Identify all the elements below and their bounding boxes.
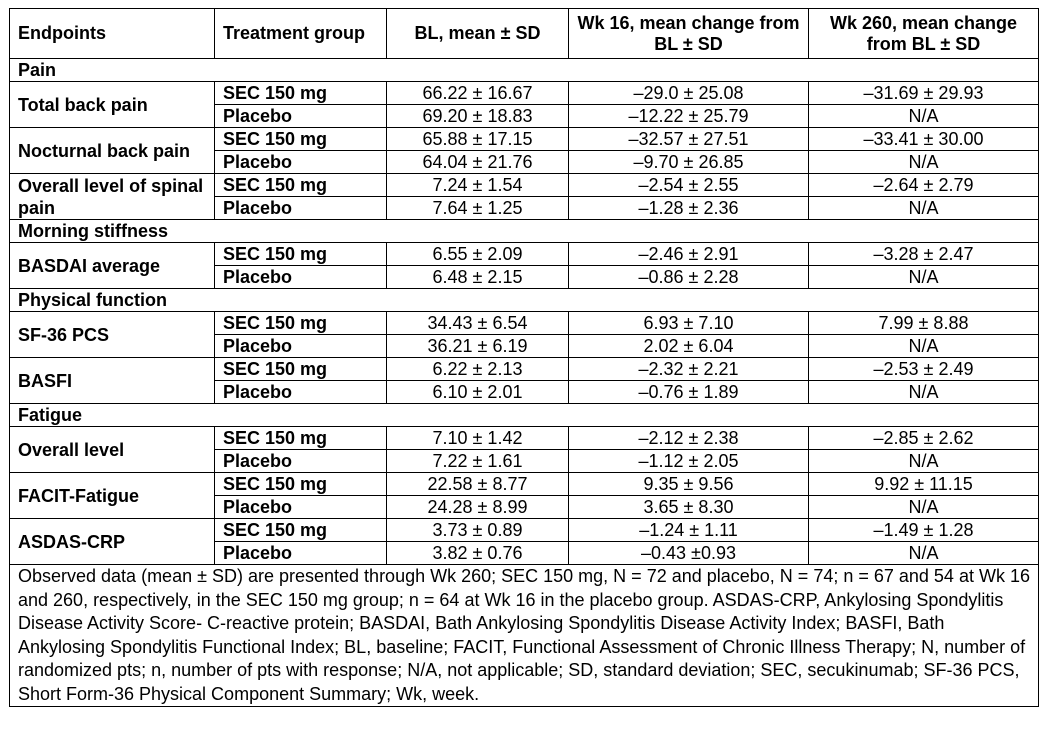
section-row	[10, 404, 1039, 427]
table-row	[10, 128, 1039, 151]
table-row	[10, 174, 1039, 197]
footnote-row	[10, 565, 1039, 707]
wk16-value: –2.32 ± 2.21	[569, 358, 809, 381]
wk16-value: –32.57 ± 27.51	[569, 128, 809, 151]
group-label: Placebo	[215, 542, 387, 565]
header-baseline: BL, mean ± SD	[387, 9, 569, 59]
endpoint-label: BASDAI average	[10, 243, 215, 289]
baseline-value: 65.88 ± 17.15	[387, 128, 569, 151]
baseline-value: 3.82 ± 0.76	[387, 542, 569, 565]
wk260-value: –31.69 ± 29.93	[809, 82, 1039, 105]
wk16-value: –1.28 ± 2.36	[569, 197, 809, 220]
group-label: Placebo	[215, 381, 387, 404]
header-treatment-group: Treatment group	[215, 9, 387, 59]
section-row	[10, 59, 1039, 82]
group-label: Placebo	[215, 496, 387, 519]
baseline-value: 6.55 ± 2.09	[387, 243, 569, 266]
wk16-value: –2.54 ± 2.55	[569, 174, 809, 197]
wk260-value: 7.99 ± 8.88	[809, 312, 1039, 335]
wk260-value: N/A	[809, 381, 1039, 404]
wk260-value: –1.49 ± 1.28	[809, 519, 1039, 542]
wk260-value: –2.85 ± 2.62	[809, 427, 1039, 450]
section-row	[10, 289, 1039, 312]
group-label: Placebo	[215, 197, 387, 220]
wk16-value: –0.86 ± 2.28	[569, 266, 809, 289]
group-label: SEC 150 mg	[215, 128, 387, 151]
table-row	[10, 519, 1039, 542]
header-endpoints: Endpoints	[10, 9, 215, 59]
table-row	[10, 473, 1039, 496]
wk16-value: –29.0 ± 25.08	[569, 82, 809, 105]
table-row	[10, 358, 1039, 381]
wk260-value: –2.64 ± 2.79	[809, 174, 1039, 197]
baseline-value: 6.10 ± 2.01	[387, 381, 569, 404]
group-label: SEC 150 mg	[215, 243, 387, 266]
wk260-value: N/A	[809, 335, 1039, 358]
wk260-value: N/A	[809, 496, 1039, 519]
baseline-value: 64.04 ± 21.76	[387, 151, 569, 174]
wk260-value: N/A	[809, 197, 1039, 220]
endpoint-label: Overall level of spinal pain	[10, 174, 215, 220]
group-label: SEC 150 mg	[215, 473, 387, 496]
baseline-value: 7.22 ± 1.61	[387, 450, 569, 473]
wk16-value: –1.12 ± 2.05	[569, 450, 809, 473]
footnote-text: Observed data (mean ± SD) are presented through Wk 260; SEC 150 mg, N = 72 and placebo, N = 74; n = 67 and 54 at Wk 16 and 260, respectively, in the SEC 150 mg group; n = 64 at Wk 16 in the placebo group. ASDAS-CRP, Ankylosing Spondylitis Disease Activity Score- C-reactive protein; BASDAI, Bath Ankylosing Spondylitis Disease Activity Index; BASFI, Bath Ankylosing Spondylitis Functional Index; BL, baseline; FACIT, Functional Assessment of Chronic Illness Therapy; N, number of randomized pts; n, number of pts with response; N/A, not applicable; SD, standard deviation; SEC, secukinumab; SF-36 PCS, Short Form-36 Physical Component Summary; Wk, week.	[10, 565, 1039, 707]
section-morning-stiffness: Morning stiffness	[10, 220, 1039, 243]
baseline-value: 6.22 ± 2.13	[387, 358, 569, 381]
group-label: SEC 150 mg	[215, 174, 387, 197]
endpoint-label: SF-36 PCS	[10, 312, 215, 358]
results-table	[9, 8, 1039, 707]
group-label: Placebo	[215, 105, 387, 128]
endpoint-label: Overall level	[10, 427, 215, 473]
group-label: SEC 150 mg	[215, 427, 387, 450]
header-wk260: Wk 260, mean change from BL ± SD	[809, 9, 1039, 59]
wk260-value: 9.92 ± 11.15	[809, 473, 1039, 496]
wk16-value: –0.76 ± 1.89	[569, 381, 809, 404]
wk16-value: 9.35 ± 9.56	[569, 473, 809, 496]
baseline-value: 7.64 ± 1.25	[387, 197, 569, 220]
section-physical-function: Physical function	[10, 289, 1039, 312]
wk16-value: 3.65 ± 8.30	[569, 496, 809, 519]
baseline-value: 66.22 ± 16.67	[387, 82, 569, 105]
endpoint-label: BASFI	[10, 358, 215, 404]
baseline-value: 24.28 ± 8.99	[387, 496, 569, 519]
endpoint-label: Nocturnal back pain	[10, 128, 215, 174]
wk260-value: –2.53 ± 2.49	[809, 358, 1039, 381]
wk16-value: –1.24 ± 1.11	[569, 519, 809, 542]
group-label: Placebo	[215, 151, 387, 174]
wk260-value: N/A	[809, 450, 1039, 473]
baseline-value: 34.43 ± 6.54	[387, 312, 569, 335]
header-wk16: Wk 16, mean change from BL ± SD	[569, 9, 809, 59]
table-row	[10, 243, 1039, 266]
wk16-value: –2.46 ± 2.91	[569, 243, 809, 266]
group-label: Placebo	[215, 335, 387, 358]
section-row	[10, 220, 1039, 243]
wk260-value: N/A	[809, 105, 1039, 128]
baseline-value: 69.20 ± 18.83	[387, 105, 569, 128]
baseline-value: 6.48 ± 2.15	[387, 266, 569, 289]
wk260-value: –3.28 ± 2.47	[809, 243, 1039, 266]
table-row	[10, 312, 1039, 335]
baseline-value: 7.10 ± 1.42	[387, 427, 569, 450]
baseline-value: 22.58 ± 8.77	[387, 473, 569, 496]
group-label: Placebo	[215, 450, 387, 473]
wk16-value: 2.02 ± 6.04	[569, 335, 809, 358]
table-row	[10, 82, 1039, 105]
wk16-value: –2.12 ± 2.38	[569, 427, 809, 450]
table-row	[10, 427, 1039, 450]
group-label: Placebo	[215, 266, 387, 289]
group-label: SEC 150 mg	[215, 358, 387, 381]
wk260-value: –33.41 ± 30.00	[809, 128, 1039, 151]
group-label: SEC 150 mg	[215, 82, 387, 105]
wk260-value: N/A	[809, 542, 1039, 565]
group-label: SEC 150 mg	[215, 312, 387, 335]
section-pain: Pain	[10, 59, 1039, 82]
wk16-value: –12.22 ± 25.79	[569, 105, 809, 128]
wk16-value: 6.93 ± 7.10	[569, 312, 809, 335]
wk260-value: N/A	[809, 266, 1039, 289]
baseline-value: 3.73 ± 0.89	[387, 519, 569, 542]
baseline-value: 7.24 ± 1.54	[387, 174, 569, 197]
endpoint-label: FACIT-Fatigue	[10, 473, 215, 519]
wk16-value: –9.70 ± 26.85	[569, 151, 809, 174]
wk260-value: N/A	[809, 151, 1039, 174]
section-fatigue: Fatigue	[10, 404, 1039, 427]
endpoint-label: Total back pain	[10, 82, 215, 128]
baseline-value: 36.21 ± 6.19	[387, 335, 569, 358]
group-label: SEC 150 mg	[215, 519, 387, 542]
wk16-value: –0.43 ±0.93	[569, 542, 809, 565]
endpoint-label: ASDAS-CRP	[10, 519, 215, 565]
header-row	[10, 9, 1039, 59]
